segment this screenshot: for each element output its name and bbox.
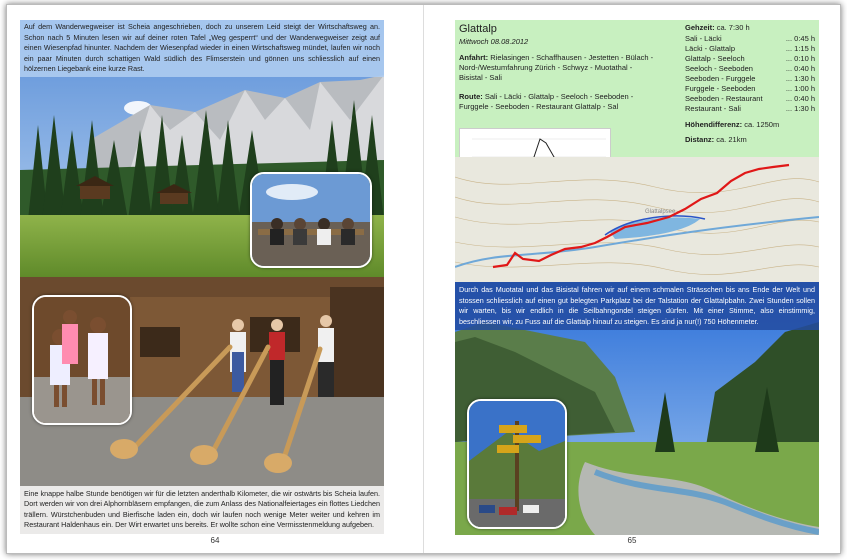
signpost-inset-photo [467,399,567,529]
segment-name: Läcki - Glattalp [685,44,736,53]
children-inset-photo [32,295,132,425]
left-page [7,5,423,553]
hoehen-row [685,120,815,129]
segment-time: ... 1:30 h [785,104,815,113]
page-number-left: 64 [210,536,220,545]
page-number-right: 65 [627,536,637,545]
segment-name: Seeboden - Restaurant [685,94,763,103]
segment-time: ... 0:45 h [785,34,815,43]
alphorn-photo [20,277,384,534]
gehzeit-label: Gehzeit: [685,23,715,32]
route-label: Route: [459,92,483,101]
segment-time: ... 1:00 h [785,84,815,93]
segment-row [685,94,815,104]
map-lake-label: Glattalpsee [645,209,676,215]
segment-row [685,34,815,44]
distanz-label: Distanz: [685,135,715,144]
topographic-map [455,157,819,282]
distanz-value: ca. 21km [716,135,747,144]
hoehen-value: ca. 1250m [744,120,780,129]
gehzeit-value: ca. 7:30 h [716,23,750,32]
right-page [424,5,840,553]
segment-row [685,44,815,54]
segment-time: ... 1:15 h [785,44,815,53]
book-spread [6,4,841,554]
bottom-paragraph: Eine knappe halbe Stunde benötigen wir für die letzten anderthalb Kilometer, die wir ostwärts bis Scheia laufen. Dort werden wir von drei Alphornbläsern empfangen, die zum Anlass des Nationalfeiertages ein flottes Liedchen trällern. Würstchenbuden und Bierfische laden ein, doch wir laufen noch wenige Meter weiter und kehren im Restaurant Haldenhaus ein. Der Wirt erwartet uns bereits. Er wollte schon eine Vermisstenmeldung aufgeben. [20,486,384,534]
gehzeit-row [685,23,815,32]
segment-time: ... 0:10 h [785,54,815,63]
segment-name: Seeloch - Seeboden [685,64,753,73]
segment-time: ... 1:30 h [785,74,815,83]
top-paragraph: Auf dem Wanderwegweiser ist Scheia angeschrieben, doch zu unserem Leid steigt der Wirtschaftsweg an. Schon nach 5 Minuten lesen wir auf deiner roten Tafel „Weg gesperrt“ und der Wanderwegweiser zeigt auf einen Wiesenpfad hinunter. Nachdem der Wiesenpfad wieder in einen Wirtschaftsweg mündet, laufen wir noch ein paar Minuten durch schattigen Wald südlich des Flimserstein und gönnen uns schliesslich auf einen hölzernen Liegebank eine kurze Rast. [20,20,384,77]
segment-row [685,84,815,94]
segment-list [685,34,815,114]
anfahrt-section [459,53,655,83]
anfahrt-label: Anfahrt: [459,53,489,62]
tour-date: Mittwoch 08.08.2012 [459,37,529,46]
segment-row [685,104,815,114]
segment-name: Sali - Läcki [685,34,722,43]
segment-time: ... 0:40 h [785,64,815,73]
route-section [459,92,655,112]
distanz-row [685,135,815,144]
segment-name: Seeboden - Furggele [685,74,756,83]
route-text: Sali - Läcki - Glattalp - Seeloch - Seeboden - Furggele - Seeboden - Restaurant Glattalp - Sal [459,92,634,111]
mountain-photo [20,20,384,277]
hoehen-label: Höhendifferenz: [685,120,743,129]
route-map [455,157,819,282]
times-panel [685,23,815,146]
segment-name: Restaurant - Sali [685,104,741,113]
valley-photo [455,282,819,535]
anfahrt-text: Rielasingen - Schaffhausen - Jestetten - Bülach - Nord-/Westumfahrung Zürich - Schwyz - Muotathal - Bisistal - Sali [459,53,654,82]
segment-time: ... 0:40 h [785,94,815,103]
segment-row [685,64,815,74]
segment-name: Glattalp - Seeloch [685,54,745,63]
segment-name: Furggele - Seeboden [685,84,756,93]
segment-row [685,74,815,84]
valley-paragraph: Durch das Muotatal und das Bisistal fahren wir auf einem schmalen Strässchen bis ans Ende der Welt und stossen schliesslich auf einen gut belegten Parkplatz bei der Talstation der Glattalpbahn. Zwei Stunden sollen wir warten, bis wir endlich in die Seilbahngondel steigen dürfen. Mit einer Stimme, also einstimmig, beschliessen wir, zu Fuss auf die Glattalp hinauf zu steigen. Es sind ja nur(!) 750 Höhenmeter. [455,282,819,330]
tour-title: Glattalp [459,23,497,35]
bench-inset-photo [250,172,372,268]
segment-row [685,54,815,64]
